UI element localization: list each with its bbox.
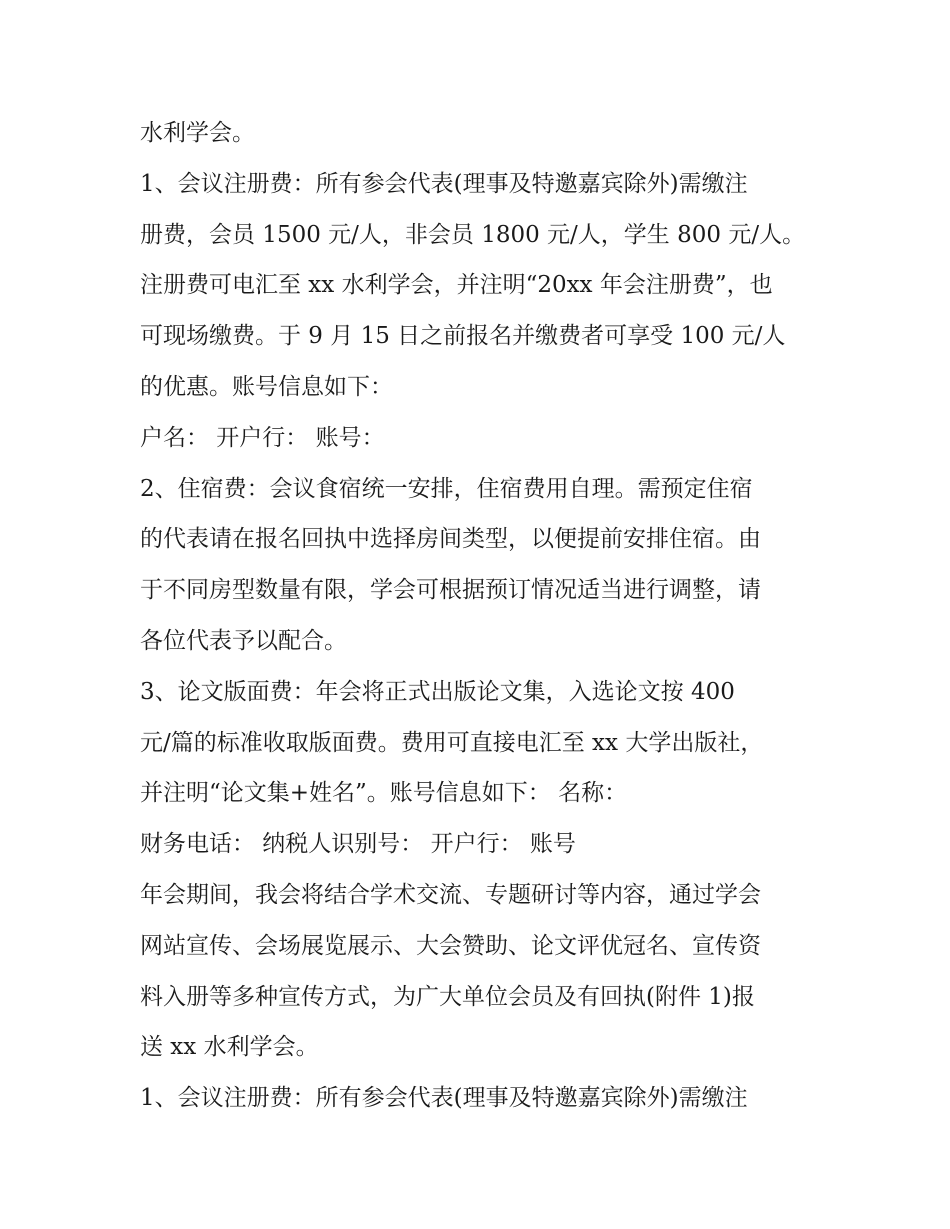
text-line: 并注明“论文集+姓名”。账号信息如下： 名称： — [140, 780, 628, 807]
text-line: 册费，会员 1500 元/人，非会员 1800 元/人，学生 800 元/人。 — [140, 221, 806, 248]
text-line: 1、会议注册费：所有参会代表(理事及特邀嘉宾除外)需缴注 — [140, 1085, 748, 1112]
text-line: 注册费可电汇至 xx 水利学会，并注明“20xx 年会注册费”，也 — [140, 272, 773, 299]
text-line: 1、会议注册费：所有参会代表(理事及特邀嘉宾除外)需缴注 — [140, 170, 748, 197]
text-line: 料入册等多种宣传方式，为广大单位会员及有回执(附件 1)报 — [140, 983, 755, 1010]
text-line: 户名： 开户行： 账号： — [140, 424, 385, 451]
text-line: 网站宣传、会场展览展示、大会赞助、论文评优冠名、宣传资 — [140, 932, 761, 959]
text-line: 的代表请在报名回执中选择房间类型，以便提前安排住宿。由 — [140, 526, 761, 553]
document-body — [140, 108, 820, 1124]
text-line: 年会期间，我会将结合学术交流、专题研讨等内容，通过学会 — [140, 881, 761, 908]
text-line: 送 xx 水利学会。 — [140, 1034, 319, 1061]
text-line: 于不同房型数量有限，学会可根据预订情况适当进行调整，请 — [140, 577, 761, 604]
text-line: 财务电话： 纳税人识别号： 开户行： 账号 — [140, 831, 576, 858]
text-line: 可现场缴费。于 9 月 15 日之前报名并缴费者可享受 100 元/人 — [140, 323, 786, 350]
text-line: 元/篇的标准收取版面费。费用可直接电汇至 xx 大学出版社， — [140, 729, 764, 756]
text-line: 各位代表予以配合。 — [140, 627, 347, 654]
text-line: 的优惠。账号信息如下： — [140, 373, 393, 400]
text-line: 3、论文版面费：年会将正式出版论文集，入选论文按 400 — [140, 678, 735, 705]
text-line: 水利学会。 — [140, 120, 255, 146]
text-line: 2、住宿费：会议食宿统一安排，住宿费用自理。需预定住宿 — [140, 475, 753, 502]
